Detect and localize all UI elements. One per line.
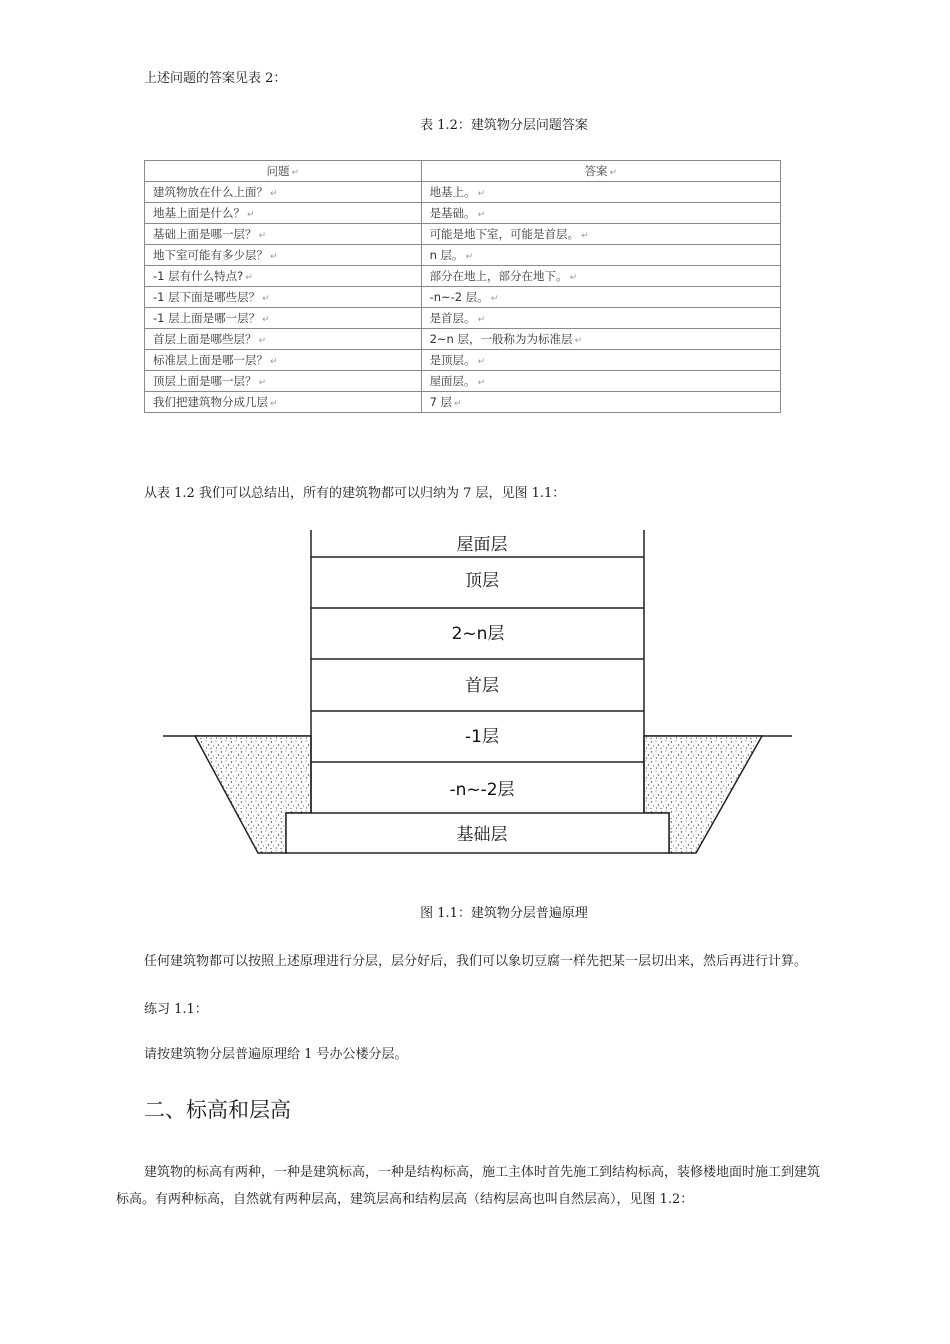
- exercise-title: 练习 1.1：: [144, 1002, 208, 1017]
- answer-cell: 是顶层。 ↵: [421, 350, 780, 371]
- table-row: [145, 245, 781, 266]
- table-row: [145, 392, 781, 413]
- layer-label-roof: 屋面层: [456, 535, 508, 555]
- question-cell: -1 层有什么特点? ↵: [145, 266, 422, 287]
- question-cell: -1 层上面是哪一层？ ↵: [145, 308, 422, 329]
- question-cell: 地下室可能有多少层？ ↵: [145, 245, 422, 266]
- table-row: [145, 182, 781, 203]
- answer-cell: 屋面层。 ↵: [421, 371, 780, 392]
- answer-cell: 地基上。 ↵: [421, 182, 780, 203]
- answer-cell: 是基础。 ↵: [421, 203, 780, 224]
- layer-label-top: 顶层: [465, 571, 499, 591]
- table-row: [145, 203, 781, 224]
- header-answer: 答案 ↵: [421, 161, 780, 182]
- figure-caption: 图 1.1：建筑物分层普遍原理: [420, 906, 588, 921]
- answer-cell: 部分在地上，部分在地下。 ↵: [421, 266, 780, 287]
- answer-cell: 2~n 层，一般称为为标准层 ↵: [421, 329, 780, 350]
- layer-label-standard: 2~n层: [451, 624, 505, 644]
- table-row: [145, 329, 781, 350]
- exercise-text: 请按建筑物分层普遍原理给 1 号办公楼分层。: [144, 1047, 408, 1062]
- table-row: [145, 371, 781, 392]
- question-cell: 标准层上面是哪一层？ ↵: [145, 350, 422, 371]
- layer-label-minus1: -1层: [465, 727, 499, 747]
- question-cell: 地基上面是什么？ ↵: [145, 203, 422, 224]
- answer-cell: n 层。 ↵: [421, 245, 780, 266]
- building-layers-diagram: [0, 520, 950, 870]
- table-row: [145, 287, 781, 308]
- question-cell: 基础上面是哪一层？ ↵: [145, 224, 422, 245]
- intro-text: 上述问题的答案见表 2：: [144, 71, 287, 86]
- question-cell: 建筑物放在什么上面？ ↵: [145, 182, 422, 203]
- answer-cell: 是首层。 ↵: [421, 308, 780, 329]
- question-cell: 我们把建筑物分成几层 ↵: [145, 392, 422, 413]
- question-cell: 顶层上面是哪一层？ ↵: [145, 371, 422, 392]
- paragraph-layering: 任何建筑物都可以按照上述原理进行分层，层分好后，我们可以象切豆腐一样先把某一层切出来，然后再进行计算。: [144, 954, 808, 969]
- paragraph-elevation-line2: 标高。有两种标高，自然就有两种层高，建筑层高和结构层高（结构层高也叫自然层高），见图 1.2：: [116, 1192, 694, 1207]
- layer-label-foundation: 基础层: [456, 825, 508, 845]
- answer-cell: 7 层 ↵: [421, 392, 780, 413]
- layer-label-basement: -n~-2层: [449, 780, 515, 800]
- table-row: [145, 350, 781, 371]
- answer-cell: -n~-2 层。 ↵: [421, 287, 780, 308]
- table-row: [145, 224, 781, 245]
- summary-text: 从表 1.2 我们可以总结出，所有的建筑物都可以归纳为 7 层，见图 1.1：: [144, 486, 566, 501]
- table-row: [145, 308, 781, 329]
- qa-table: [144, 160, 781, 413]
- paragraph-elevation-line1: 建筑物的标高有两种，一种是建筑标高，一种是结构标高，施工主体时首先施工到结构标高，装修楼地面时施工到建筑: [144, 1165, 821, 1180]
- section-heading: 二、标高和层高: [144, 1098, 291, 1122]
- header-question: 问题 ↵: [145, 161, 422, 182]
- table-caption: 表 1.2：建筑物分层问题答案: [420, 118, 588, 133]
- question-cell: -1 层下面是哪些层？ ↵: [145, 287, 422, 308]
- table-header-row: [145, 161, 781, 182]
- answer-cell: 可能是地下室，可能是首层。 ↵: [421, 224, 780, 245]
- question-cell: 首层上面是哪些层？ ↵: [145, 329, 422, 350]
- layer-label-first: 首层: [465, 676, 499, 696]
- table-row: [145, 266, 781, 287]
